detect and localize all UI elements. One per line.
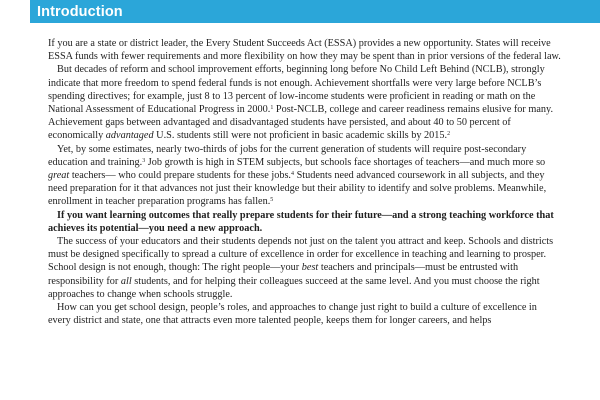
document-body: [48, 37, 562, 327]
paragraph-essa-opportunity: If you are a state or district leader, the Every Student Succeeds Act (ESSA) provides a new opportunity. States will receive ESSA funds with fewer requirements and more flexibility on how they may be spent than in prior versions of the federal law.: [48, 38, 561, 63]
footnote-ref: 2: [447, 131, 451, 138]
paragraph-school-design-question: How can you get school design, people’s roles, and approaches to change just right to build a culture of excellence in every district and state, one that attracts even more talented people, keeps them for longer careers, and helps: [48, 302, 537, 327]
section-title: Introduction: [37, 4, 123, 20]
paragraph-reform-efforts: But decades of reform and school improvement efforts, beginning long before No Child Left Behind (NCLB), strongly indicate that more freedom to spend federal funds is not enough. Achievement shortfalls were very large before NCLB’s spending directives; for example, just 8 to 13 percent of low-income students were proficient in reading or math on the National Assessment of Educational Progress in 2000.$^1$ Post-NCLB, college and career readiness remains elusive for many. Achievement gaps between advantaged and disadvantaged students have persisted, and about 40 to 50 percent of economically advantaged U.S. students still were not proficient in basic academic skills by 2015.$^2$: [48, 64, 554, 142]
paragraph-jobs-estimates: Yet, by some estimates, nearly two-thirds of jobs for the current generation of students will require post-secondary education and training.$^3$ Job growth is high in STEM subjects, but schools face shortages of teachers—and much more so great teachers— who could prepare students for these jobs.$^4$ Students need advanced coursework in all subjects, and they need preparation for it that advances not just their knowledge but their ability to identify and solve problems. Meanwhile, enrollment in teacher preparation programs has fallen.$^5$: [48, 143, 547, 208]
paragraph-culture-of-excellence: The success of your educators and their students depends not just on the talent you attract and keep. Schools and districts must be designed specifically to spread a culture of excellence in order for excellence in teaching and learning to prosper. School design is not enough, though: The right people—your best teachers and principals—must be entrusted with responsibility for all students, and for helping their colleagues succeed at the same level. And you must choose the right approaches to change when schools struggle.: [48, 236, 554, 300]
paragraph-new-approach: If you want learning outcomes that really prepare students for their future—and a strong teaching workforce that achieves its potential—you need a new approach.: [48, 209, 554, 234]
footnote-ref: 1: [270, 105, 274, 112]
footnote-ref: 4: [291, 171, 294, 178]
footnote-ref: 3: [142, 157, 146, 164]
section-header-bar: [30, 0, 600, 23]
footnote-ref: 5: [270, 197, 274, 204]
